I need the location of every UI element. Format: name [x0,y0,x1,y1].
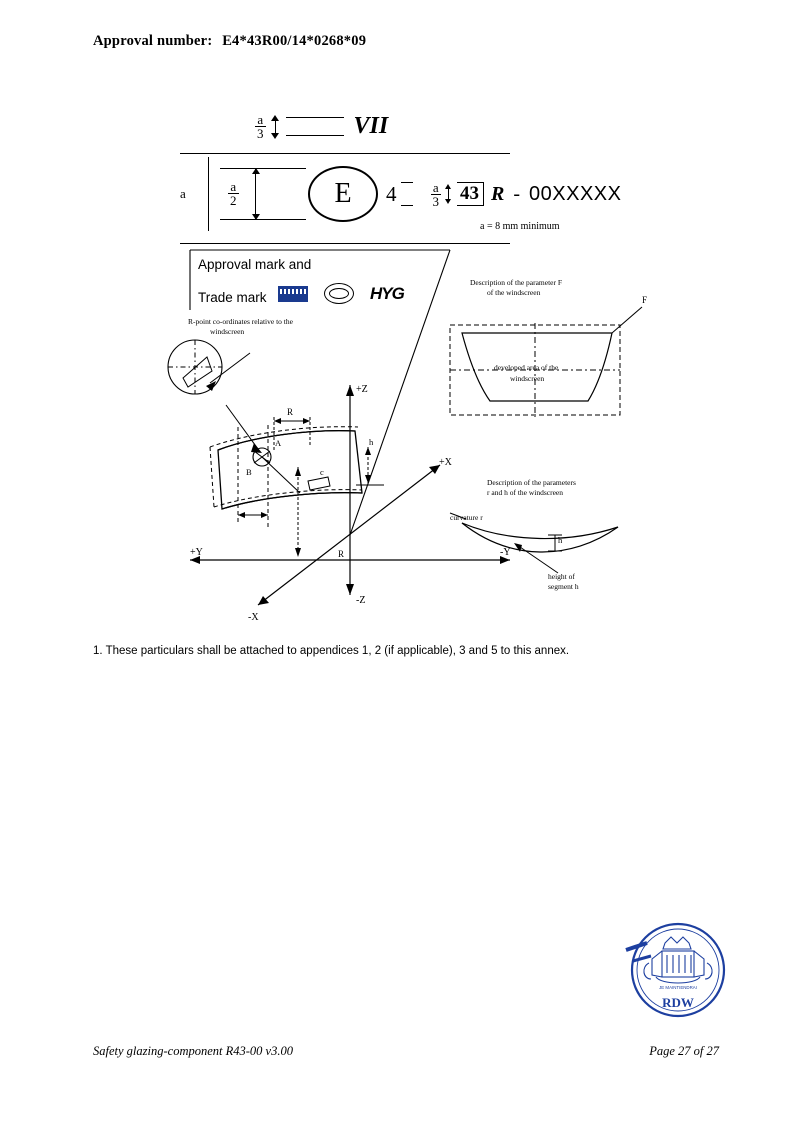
fraction-denominator: 3 [257,126,264,141]
footnote: 1. These particulars shall be attached to appendices 1, 2 (if applicable), 3 and 5 to this annex. [93,645,570,657]
label-h-small: h [558,535,563,545]
rdw-stamp [621,915,731,1025]
stamp-org: RDW [662,995,694,1010]
approval-mark-callout-line2: Trade mark [198,290,267,305]
segment-height-line1: height of [548,572,575,581]
fraction-denominator: 2 [230,193,237,208]
axis-plus-x: +X [439,457,452,468]
axis-minus-y: -Y [500,547,511,558]
separator-dash: - [513,182,521,205]
developed-area-line2: windscreen [510,374,545,383]
fraction-numerator: a [230,179,237,194]
segment-height-line2: segment h [548,582,579,591]
label-c: c [320,467,324,477]
footer-page-number: Page 27 of 27 [649,1044,719,1058]
curvature-label: curvature r [450,513,483,522]
approval-code: 00XXXXX [529,182,622,205]
minimum-size-note: a = 8 mm minimum [480,221,560,232]
param-rh-line1: Description of the parameters [487,478,576,487]
axis-minus-x: -X [248,612,259,623]
param-f-caption-line1: Description of the parameter F [470,278,563,287]
approval-number-value: E4*43R00/14*0268*09 [222,33,367,49]
fraction-numerator: a [432,179,439,195]
param-f-caption-line2: of the windscreen [487,288,541,297]
approval-number-heading [93,33,366,50]
axis-plus-z: +Z [356,384,368,395]
label-r-top: R [287,407,294,417]
windscreen-technical-drawing [150,95,670,625]
regulation-number: 43 [457,182,484,206]
fraction-denominator: 3 [432,193,439,209]
approval-mark-callout-line1: Approval mark and [198,257,312,272]
label-h: h [369,437,374,447]
rpoint-caption-line1: R-point co-ordinates relative to the [188,317,293,326]
approval-number-label: Approval number: [93,33,213,49]
class-roman-numeral: VII [353,113,389,139]
stamp-motto: JE MAINTIENDRAI [659,985,697,990]
label-b: B [246,467,252,477]
axis-minus-z: -Z [356,595,366,606]
footer-document-title: Safety glazing-component R43-00 v3.00 [93,1044,293,1058]
label-f: F [642,295,648,305]
axis-plus-y: +Y [190,547,203,558]
e-mark-letter: E [334,178,352,209]
fraction-numerator: a [257,112,264,127]
hyg-logo-icon: HYG [370,283,404,303]
label-r-center: R [338,549,345,559]
label-a: A [275,438,282,448]
rpoint-caption-line2: windscreen [210,327,245,336]
marking-figure [150,95,670,625]
param-rh-line2: r and h of the windscreen [487,488,564,497]
regulation-letter: R [491,182,505,205]
e-mark-country-number: 4 [386,181,397,206]
developed-area-line1: developed area of the [494,363,559,372]
dimension-a-label: a [180,186,186,201]
